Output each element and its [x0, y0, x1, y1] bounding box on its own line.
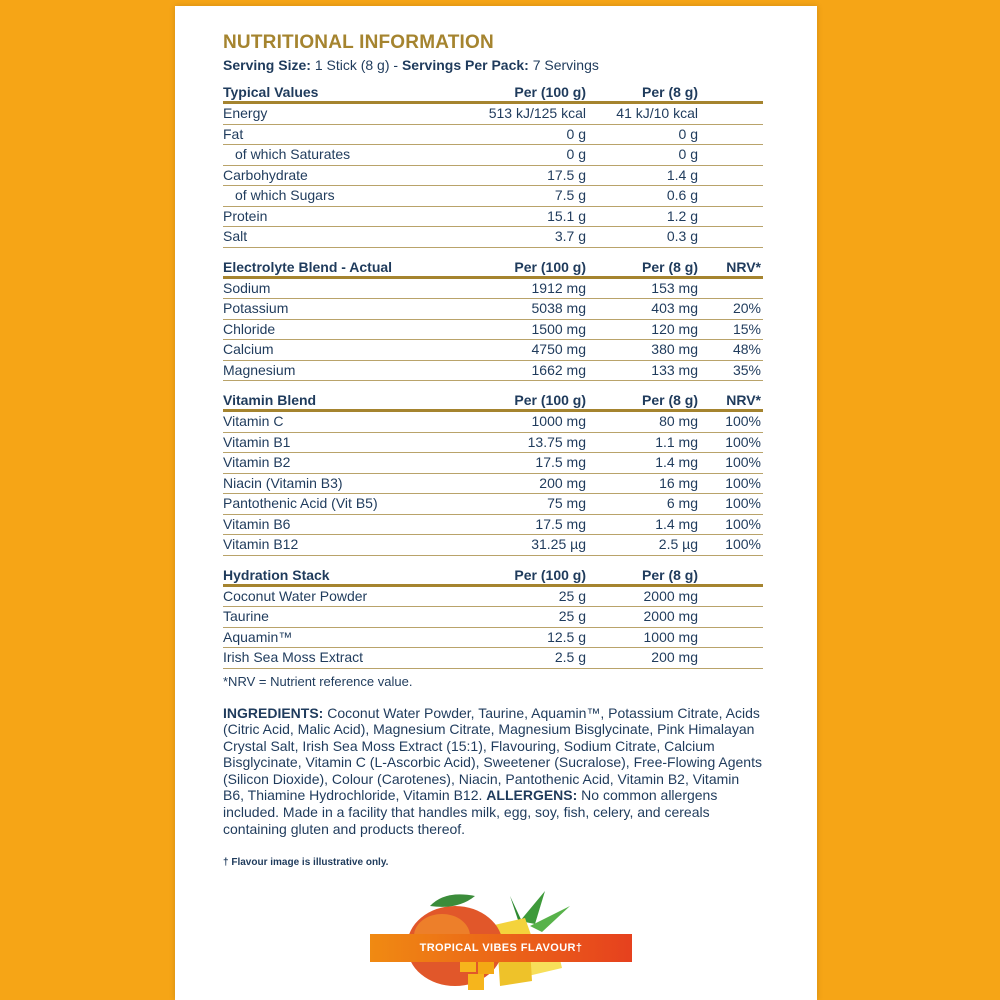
nrv-footnote: *NRV = Nutrient reference value.: [223, 673, 413, 689]
table-row: [223, 227, 763, 248]
allergens-text: No common allergens included. Made in a facility that handles milk, egg, soy, fish, celery, and cereals containing gluten and products thereof.: [223, 787, 718, 837]
nutrient-name: Vitamin B2: [223, 453, 443, 474]
nutrient-nrv-value: 20%: [700, 299, 763, 320]
nutrient-per100-value: 13.75 mg: [443, 432, 588, 453]
nutrient-nrv-value: [700, 206, 763, 227]
nutrient-name: of which Sugars: [223, 186, 443, 207]
serving-separator: -: [393, 57, 399, 73]
nutrient-nrv-value: [700, 648, 763, 669]
nutrient-nrv-value: [700, 165, 763, 186]
nutrient-per8-value: 200 mg: [588, 648, 700, 669]
column-header: Hydration Stack: [223, 563, 443, 586]
nutrient-per100-value: 17.5 g: [443, 165, 588, 186]
serving-size-label: Serving Size:: [223, 57, 311, 73]
nutrient-name: of which Saturates: [223, 145, 443, 166]
nutrient-per8-value: 16 mg: [588, 473, 700, 494]
column-header: Per (100 g): [443, 563, 588, 586]
nutrient-per100-value: 1500 mg: [443, 319, 588, 340]
nutrient-per100-value: 7.5 g: [443, 186, 588, 207]
nutrient-name: Taurine: [223, 607, 443, 628]
nutrient-per8-value: 41 kJ/10 kcal: [588, 103, 700, 125]
nutrient-nrv-value: [700, 124, 763, 145]
nutrient-per100-value: 1662 mg: [443, 360, 588, 381]
nutrient-per8-value: 1.2 g: [588, 206, 700, 227]
nutrient-name: Irish Sea Moss Extract: [223, 648, 443, 669]
nutrient-name: Sodium: [223, 277, 443, 299]
label-panel: [175, 6, 817, 1000]
nutrient-per8-value: 2000 mg: [588, 607, 700, 628]
flavour-banner: TROPICAL VIBES FLAVOUR†: [370, 934, 632, 962]
nutrient-nrv-value: 15%: [700, 319, 763, 340]
nutrient-name: Coconut Water Powder: [223, 585, 443, 607]
nutrient-name: Carbohydrate: [223, 165, 443, 186]
table-row: [223, 124, 763, 145]
nutrient-name: Vitamin B12: [223, 535, 443, 556]
hydration-stack-table: [223, 563, 763, 669]
nutrient-nrv-value: 100%: [700, 453, 763, 474]
table-row: [223, 453, 763, 474]
column-header: [700, 563, 763, 586]
column-header: Per (100 g): [443, 255, 588, 278]
nutrient-name: Calcium: [223, 340, 443, 361]
nutrient-name: Energy: [223, 103, 443, 125]
nutrient-per100-value: 75 mg: [443, 494, 588, 515]
column-header: Electrolyte Blend - Actual: [223, 255, 443, 278]
serving-info: [223, 56, 763, 74]
table-row: [223, 627, 763, 648]
nutrient-nrv-value: [700, 227, 763, 248]
table-row: [223, 319, 763, 340]
column-header: Per (8 g): [588, 80, 700, 103]
nutrient-per8-value: 1.1 mg: [588, 432, 700, 453]
nutrient-per8-value: 0 g: [588, 124, 700, 145]
table-row: [223, 473, 763, 494]
nutrient-nrv-value: [700, 186, 763, 207]
nutrient-nrv-value: [700, 277, 763, 299]
servings-per-pack-value: 7 Servings: [532, 57, 599, 73]
column-header: Per (100 g): [443, 388, 588, 411]
nutrient-nrv-value: 48%: [700, 340, 763, 361]
nutrient-name: Vitamin C: [223, 411, 443, 433]
nutrient-name: Protein: [223, 206, 443, 227]
nutrient-per100-value: 25 g: [443, 585, 588, 607]
nutrient-per100-value: 15.1 g: [443, 206, 588, 227]
column-header: Per (8 g): [588, 255, 700, 278]
nutrient-name: Niacin (Vitamin B3): [223, 473, 443, 494]
nutrient-nrv-value: 35%: [700, 360, 763, 381]
table-row: [223, 277, 763, 299]
nutrient-per8-value: 2000 mg: [588, 585, 700, 607]
nutrient-name: Salt: [223, 227, 443, 248]
table-row: [223, 432, 763, 453]
typical-values-table: [223, 80, 763, 248]
nutrient-nrv-value: 100%: [700, 473, 763, 494]
nutrient-per100-value: 1000 mg: [443, 411, 588, 433]
nutrient-per100-value: 0 g: [443, 145, 588, 166]
column-header: Vitamin Blend: [223, 388, 443, 411]
column-header: NRV*: [700, 255, 763, 278]
column-header: Per (8 g): [588, 563, 700, 586]
nutrient-per100-value: 17.5 mg: [443, 453, 588, 474]
nutrient-per8-value: 1.4 g: [588, 165, 700, 186]
table-header-row: [223, 80, 763, 103]
nutrient-nrv-value: [700, 145, 763, 166]
nutrient-per100-value: 200 mg: [443, 473, 588, 494]
table-row: [223, 494, 763, 515]
table-row: [223, 648, 763, 669]
ingredients-text: Coconut Water Powder, Taurine, Aquamin™, Potassium Citrate, Acids (Citric Acid, Malic Acid), Magnesium Citrate, Magnesium Bisglycinate, Pink Himalayan Crystal Salt, Irish Sea Moss Extract (15:1), Flavouring, Sodium Citrate, Calcium Bisglycinate, Vitamin C (L-Ascorbic Acid), Sweetener (Sucralose), Free-Flowing Agents (Silicon Dioxide), Colour (Carotenes), Niacin, Pantothenic Acid, Vitamin B2, Vitamin B6, Thiamine Hydrochloride, Vitamin B12.: [223, 704, 762, 804]
allergens-label: ALLERGENS:: [486, 787, 578, 804]
nutrient-nrv-value: [700, 627, 763, 648]
nutrient-name: Potassium: [223, 299, 443, 320]
nutrient-per8-value: 153 mg: [588, 277, 700, 299]
illustrative-note: † Flavour image is illustrative only.: [223, 857, 389, 869]
nutrient-nrv-value: [700, 103, 763, 125]
nutrient-nrv-value: 100%: [700, 432, 763, 453]
table-row: [223, 206, 763, 227]
page-title: NUTRITIONAL INFORMATION: [223, 32, 494, 53]
table-row: [223, 535, 763, 556]
nutrient-per8-value: 6 mg: [588, 494, 700, 515]
nutrient-name: Magnesium: [223, 360, 443, 381]
nutrient-nrv-value: 100%: [700, 514, 763, 535]
column-header: NRV*: [700, 388, 763, 411]
table-row: [223, 340, 763, 361]
nutrient-per8-value: 0 g: [588, 145, 700, 166]
table-row: [223, 103, 763, 125]
serving-size-value: 1 Stick (8 g): [314, 57, 390, 73]
nutrient-name: Pantothenic Acid (Vit B5): [223, 494, 443, 515]
nutrient-per8-value: 1.4 mg: [588, 514, 700, 535]
nutrient-nrv-value: 100%: [700, 535, 763, 556]
nutrient-per100-value: 31.25 µg: [443, 535, 588, 556]
nutrient-per100-value: 3.7 g: [443, 227, 588, 248]
table-row: [223, 607, 763, 628]
nutrient-per100-value: 25 g: [443, 607, 588, 628]
nutrient-name: Aquamin™: [223, 627, 443, 648]
nutrient-per100-value: 17.5 mg: [443, 514, 588, 535]
nutrient-per100-value: 5038 mg: [443, 299, 588, 320]
nutrient-nrv-value: 100%: [700, 494, 763, 515]
nutrient-per100-value: 513 kJ/125 kcal: [443, 103, 588, 125]
table-header-row: [223, 563, 763, 586]
table-row: [223, 299, 763, 320]
nutrient-per8-value: 133 mg: [588, 360, 700, 381]
nutrient-name: Vitamin B6: [223, 514, 443, 535]
column-header: Per (100 g): [443, 80, 588, 103]
electrolyte-blend-table: [223, 255, 763, 382]
nutrient-nrv-value: 100%: [700, 411, 763, 433]
column-header: Typical Values: [223, 80, 443, 103]
table-row: [223, 145, 763, 166]
nutrient-per100-value: 2.5 g: [443, 648, 588, 669]
nutrient-per8-value: 0.3 g: [588, 227, 700, 248]
nutrient-per100-value: 4750 mg: [443, 340, 588, 361]
nutrient-per8-value: 380 mg: [588, 340, 700, 361]
table-row: [223, 411, 763, 433]
table-header-row: [223, 255, 763, 278]
nutrient-per8-value: 0.6 g: [588, 186, 700, 207]
ingredients-block: [223, 705, 763, 838]
nutrient-name: Fat: [223, 124, 443, 145]
column-header: Per (8 g): [588, 388, 700, 411]
table-row: [223, 165, 763, 186]
nutrition-content: [223, 32, 763, 868]
table-row: [223, 514, 763, 535]
nutrient-name: Chloride: [223, 319, 443, 340]
nutrient-per8-value: 403 mg: [588, 299, 700, 320]
table-header-row: [223, 388, 763, 411]
nutrient-per8-value: 1000 mg: [588, 627, 700, 648]
vitamin-blend-table: [223, 388, 763, 556]
nutrient-per8-value: 80 mg: [588, 411, 700, 433]
servings-per-pack-label: Servings Per Pack:: [401, 57, 529, 73]
table-row: [223, 360, 763, 381]
nutrient-per8-value: 2.5 µg: [588, 535, 700, 556]
table-row: [223, 585, 763, 607]
nutrient-nrv-value: [700, 607, 763, 628]
nutrient-per8-value: 1.4 mg: [588, 453, 700, 474]
nutrient-nrv-value: [700, 585, 763, 607]
nutrient-name: Vitamin B1: [223, 432, 443, 453]
nutrient-per100-value: 0 g: [443, 124, 588, 145]
column-header: [700, 80, 763, 103]
ingredients-label: INGREDIENTS:: [223, 704, 324, 721]
nutrient-per100-value: 1912 mg: [443, 277, 588, 299]
nutrient-per8-value: 120 mg: [588, 319, 700, 340]
nutrient-per100-value: 12.5 g: [443, 627, 588, 648]
table-row: [223, 186, 763, 207]
